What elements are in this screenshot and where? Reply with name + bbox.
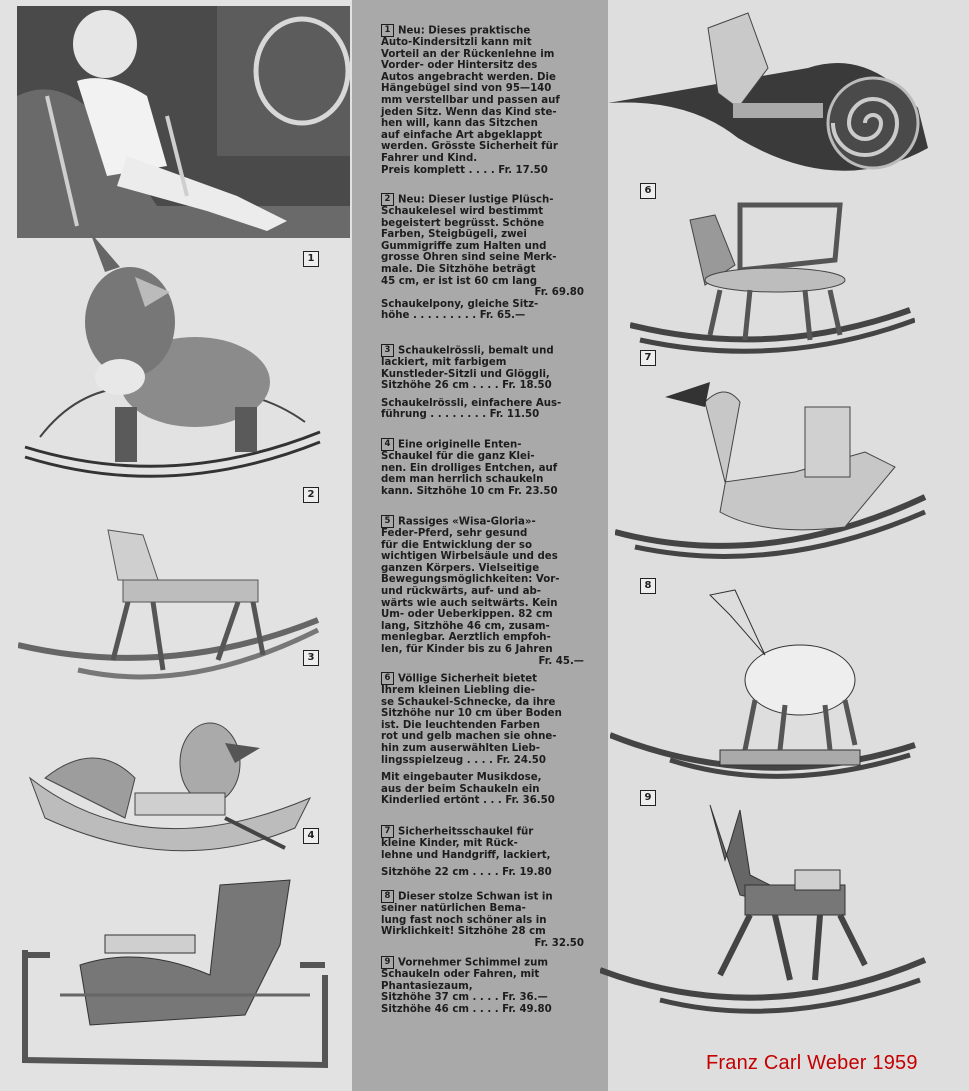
item-1-line: hen will, kann das Sitzchen — [381, 118, 538, 130]
item-8-price: Fr. 32.50 — [534, 937, 584, 949]
item-number-3: 3 — [303, 650, 319, 666]
item-number-6: 6 — [640, 183, 656, 199]
rocking-horse-illustration — [18, 520, 323, 690]
item-1-line: mm verstellbar und passen auf — [381, 95, 560, 107]
item-8-line: Dieser stolze Schwan ist in — [398, 891, 553, 903]
item-7-line: lehne und Handgriff, lackiert, — [381, 849, 551, 861]
item-2-line: Gummigriffe zum Halten und — [381, 240, 547, 252]
item-2-line: grosse Ohren sind seine Merk- — [381, 252, 557, 264]
text-number-2: 2 — [381, 193, 394, 206]
item-text-6 — [381, 672, 584, 807]
snail-rocker-illustration — [608, 8, 938, 193]
item-6-line: rot und gelb machen sie ohne- — [381, 731, 557, 743]
item-number-8: 8 — [640, 578, 656, 594]
item-4-line: dem man herrlich schaukeln — [381, 474, 544, 486]
item-1-line: werden. Grösste Sicherheit für — [381, 141, 558, 153]
item-number-1: 1 — [303, 251, 319, 267]
item-text-5 — [381, 515, 584, 667]
item-5-line: Bewegungsmöglichkeiten: Vor- — [381, 574, 560, 586]
item-3-line: Schaukelrössli, bemalt und — [398, 345, 554, 357]
item-9-line: Sitzhöhe 37 cm . . . . Fr. 36.— — [381, 992, 548, 1004]
item-5-line: ganzen Körpers. Vielseitige — [381, 562, 540, 574]
text-number-9: 9 — [381, 956, 394, 969]
item-3-line: Kunstleder-Sitzli und Glöggli, — [381, 368, 550, 380]
item-5-line: für die Entwicklung der so — [381, 539, 532, 551]
item-1-line: auf einfache Art abgeklappt — [381, 129, 543, 141]
item-1-price: Preis komplett . . . . Fr. 17.50 — [381, 164, 548, 176]
item-text-8 — [381, 890, 584, 949]
item-4-line: nen. Ein drolliges Entchen, auf — [381, 462, 558, 474]
item-text-4 — [381, 438, 584, 497]
item-2-line: begeistert begrüsst. Schöne — [381, 217, 545, 229]
item-1-line: Autos angebracht werden. Die — [381, 71, 556, 83]
item-6-line: se Schaukel-Schnecke, da ihre — [381, 696, 556, 708]
item-2-line: male. Die Sitzhöhe beträgt — [381, 264, 536, 276]
text-number-4: 4 — [381, 438, 394, 451]
item-6-extra: aus der beim Schaukeln ein — [381, 783, 540, 795]
item-6-line: Ihrem kleinen Liebling die- — [381, 685, 535, 697]
item-number-4: 4 — [303, 828, 319, 844]
item-1-line: Vorteil an der Rückenlehne im — [381, 48, 555, 60]
item-text-1 — [381, 24, 584, 176]
item-6-line: ist. Die leuchtenden Farben — [381, 719, 540, 731]
text-number-7: 7 — [381, 825, 394, 838]
item-5-line: Feder-Pferd, sehr gesund — [381, 528, 528, 540]
item-6-line: Völlige Sicherheit bietet — [398, 673, 538, 685]
item-1-line: Hängebügel sind von 95—140 — [381, 83, 552, 95]
text-number-6: 6 — [381, 672, 394, 685]
item-2-line: Schaukelesel wird bestimmt — [381, 206, 544, 218]
item-8-line: Wirklichkeit! Sitzhöhe 28 cm — [381, 926, 546, 938]
item-7-line: Sicherheitsschaukel für — [398, 826, 534, 838]
item-text-9 — [381, 956, 584, 1015]
item-5-line: und rückwärts, auf- und ab- — [381, 586, 541, 598]
item-5-line: wichtigen Wirbelsäule und des — [381, 551, 558, 563]
item-1-line: jeden Sitz. Wenn das Kind ste- — [381, 106, 557, 118]
item-number-7: 7 — [640, 350, 656, 366]
item-2-line: Neu: Dieser lustige Plüsch- — [398, 194, 554, 206]
item-8-line: seiner natürlichen Bema- — [381, 903, 526, 915]
text-number-8: 8 — [381, 890, 394, 903]
item-3-extra: Schaukelrössli, einfachere Aus- — [381, 397, 562, 409]
item-2-price: Fr. 69.80 — [534, 287, 584, 299]
text-number-5: 5 — [381, 515, 394, 528]
item-9-line: Vornehmer Schimmel zum — [398, 957, 548, 969]
item-5-line: lang, Sitzhöhe 46 cm, zusam- — [381, 620, 550, 632]
deer-rocker-illustration — [600, 800, 930, 1030]
safety-rocker-illustration — [630, 200, 915, 360]
item-6-line: Sitzhöhe nur 10 cm über Boden — [381, 708, 562, 720]
item-4-line: Eine originelle Enten- — [398, 439, 522, 451]
car-seat-photo — [17, 6, 350, 238]
item-6-extra: Mit eingebauter Musikdose, — [381, 772, 542, 784]
item-7-line: Sitzhöhe 22 cm . . . . Fr. 19.80 — [381, 867, 552, 879]
item-3-line: Sitzhöhe 26 cm . . . . Fr. 18.50 — [381, 380, 552, 392]
spring-horse-illustration — [20, 875, 330, 1075]
text-number-1: 1 — [381, 24, 394, 37]
item-6-extra: Kinderlied ertönt . . . Fr. 36.50 — [381, 795, 555, 807]
item-2-extra: Schaukelpony, gleiche Sitz- — [381, 298, 539, 310]
item-5-line: Rassiges «Wisa-Gloria»- — [398, 516, 536, 528]
item-6-line: hin zum auserwählten Lieb- — [381, 743, 541, 755]
item-text-2 — [381, 193, 584, 322]
item-1-line: Vorder- oder Hintersitz des — [381, 60, 538, 72]
item-7-line: kleine Kinder, mit Rück- — [381, 838, 518, 850]
source-caption: Franz Carl Weber 1959 — [706, 1052, 918, 1074]
item-number-9: 9 — [640, 790, 656, 806]
item-4-line: Schaukel für die ganz Klei- — [381, 451, 535, 463]
item-2-line: 45 cm, er ist ist 60 cm lang — [381, 275, 538, 287]
item-6-line: lingsspielzeug . . . . Fr. 24.50 — [381, 754, 546, 766]
item-9-line: Phantasiezaum, — [381, 980, 473, 992]
item-9-line: Schaukeln oder Fahren, mit — [381, 969, 540, 981]
item-5-price: Fr. 45.— — [538, 655, 584, 667]
item-5-line: Um- oder Ueberkippen. 82 cm — [381, 609, 553, 621]
item-1-line: Auto-Kindersitzli kann mit — [381, 37, 532, 49]
plush-donkey-illustration — [20, 232, 325, 497]
item-text-3 — [381, 344, 584, 421]
item-3-extra: führung . . . . . . . . Fr. 11.50 — [381, 409, 540, 421]
item-5-line: wärts wie auch seitwärts. Kein — [381, 597, 558, 609]
swan-rocker-illustration — [615, 362, 930, 577]
duck-rocker-illustration — [25, 708, 320, 868]
item-1-line: Neu: Dieses praktische — [398, 25, 531, 37]
item-1-line: Fahrer und Kind. — [381, 153, 478, 165]
item-text-7 — [381, 825, 584, 879]
item-2-line: Farben, Steigbügeli, zwei — [381, 229, 527, 241]
item-8-line: lung fast noch schöner als in — [381, 914, 547, 926]
item-4-line: kann. Sitzhöhe 10 cm Fr. 23.50 — [381, 485, 558, 497]
white-horse-illustration — [610, 585, 920, 795]
item-2-extra: höhe . . . . . . . . . Fr. 65.— — [381, 310, 526, 322]
item-number-2: 2 — [303, 487, 319, 503]
item-3-line: lackiert, mit farbigem — [381, 357, 507, 369]
item-5-line: menlegbar. Aerztlich empfoh- — [381, 632, 551, 644]
item-9-line: Sitzhöhe 46 cm . . . . Fr. 49.80 — [381, 1003, 552, 1015]
text-number-3: 3 — [381, 344, 394, 357]
item-5-line: len, für Kinder bis zu 6 Jahren — [381, 644, 553, 656]
